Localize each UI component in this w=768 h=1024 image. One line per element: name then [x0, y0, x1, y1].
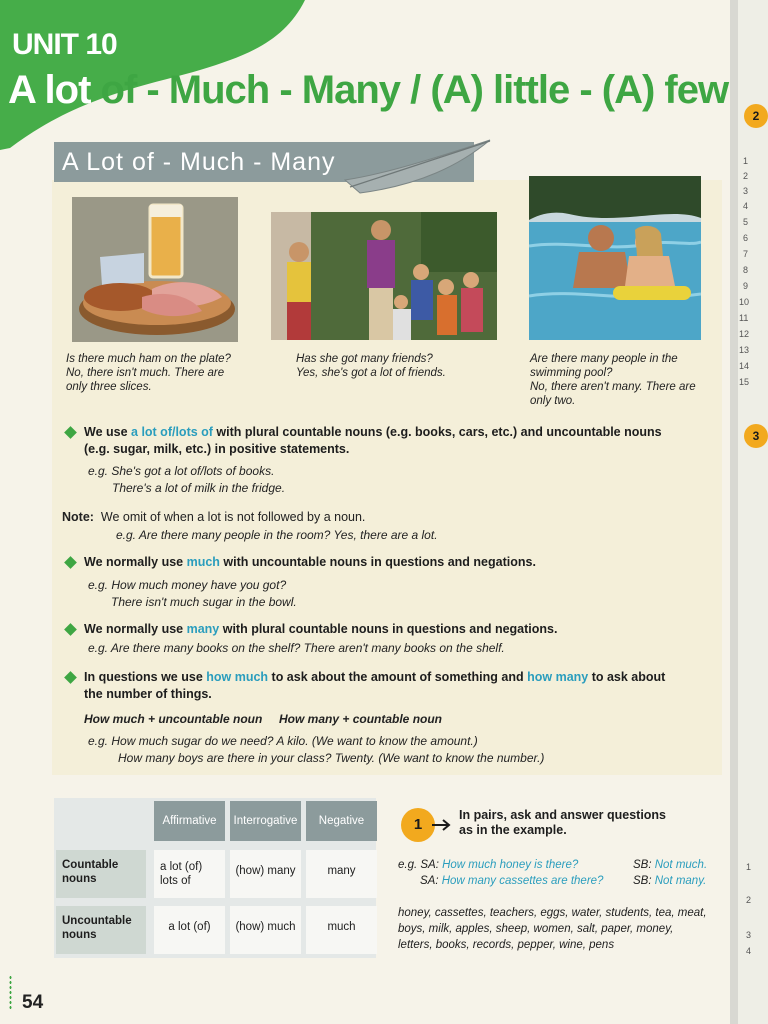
rule-much — [84, 554, 536, 571]
next-page-exercise-badge: 2 — [744, 104, 768, 128]
rule-text: to ask about the amount of something and — [268, 670, 528, 684]
list-item: 3 — [746, 930, 752, 940]
dialog-line-1 — [398, 857, 578, 874]
rule-text: with uncountable nouns in questions and negations. — [219, 555, 536, 569]
dialog-answer-1 — [633, 857, 707, 874]
caption-line: Yes, she's got a lot of friends. — [296, 367, 446, 379]
table-row-label-uncountable: Uncountable nouns — [56, 906, 146, 954]
note-text: We omit of when a lot is not followed by a noun. — [100, 510, 366, 524]
note-label: Note: — [62, 510, 94, 524]
rule-text: In questions we use — [84, 670, 207, 684]
table-cell: (how) many — [230, 850, 301, 898]
example-line: e.g. How much money have you got? — [88, 578, 287, 592]
photo-swimming-pool — [529, 176, 701, 340]
rule-text: with plural countable nouns in questions and negations. — [219, 622, 558, 636]
example-line: There's a lot of milk in the fridge. — [112, 481, 286, 495]
rule-text: We normally use — [84, 622, 187, 636]
list-item: 7 — [743, 249, 749, 259]
unit-label: UNIT 10 — [12, 28, 117, 61]
rule-highlight: a lot of/lots of — [131, 425, 213, 439]
list-item: 2 — [746, 895, 752, 905]
caption-line: No, there isn't much. There are — [66, 367, 225, 379]
list-item: 13 — [739, 345, 750, 355]
exercise-word-list: honey, cassettes, teachers, eggs, water, students, tea, meat, boys, milk, apples, sheep, women, salt, paper, money, letters, books, records, pepper, wine, pens — [398, 907, 707, 951]
formula: How much + uncountable noun How many + countable noun — [84, 712, 443, 726]
rule-highlight: how many — [527, 670, 589, 684]
rule-many — [84, 621, 557, 638]
dialog-answer: Not many. — [654, 875, 707, 887]
photo-family-friends — [271, 212, 497, 340]
arrow-icon — [432, 818, 454, 832]
list-item: 14 — [739, 361, 750, 371]
section-title: A Lot of - Much - Many — [62, 148, 336, 176]
rule-text: with plural countable nouns (e.g. books, cars, etc.) and uncountable nouns — [212, 425, 662, 439]
list-item: 1 — [746, 862, 752, 872]
rule-a-lot-of-line2: (e.g. sugar, milk, etc.) in positive statements. — [84, 442, 350, 456]
table-cell: a lot (of) lots of — [154, 850, 225, 898]
note-example: e.g. Are there many people in the room? Yes, there are a lot. — [116, 528, 438, 542]
table-cell: much — [306, 906, 377, 954]
example-line: There isn't much sugar in the bowl. — [111, 595, 297, 609]
dialog-question: How many cassettes are there? — [441, 875, 604, 887]
unit-title-green: of - Much - Many / (A) little - (A) few — [90, 68, 729, 112]
caption-line: No, there aren't many. There are — [530, 381, 696, 393]
list-item: 1 — [743, 156, 749, 166]
caption-friends — [296, 352, 446, 380]
instruction-line: as in the example. — [459, 823, 567, 837]
unit-title — [8, 68, 728, 113]
caption-line: Are there many people in the — [530, 353, 678, 365]
example-line: How many boys are there in your class? Twenty. (We want to know the number.) — [118, 751, 545, 765]
note — [62, 509, 365, 526]
next-page-exercise-badge: 3 — [744, 424, 768, 448]
list-item: 8 — [743, 265, 749, 275]
list-item: 11 — [739, 313, 749, 323]
table-row-label-countable: Countable nouns — [56, 850, 146, 898]
list-item: 10 — [739, 297, 750, 307]
list-item: 15 — [739, 377, 750, 387]
dialog-answer: Not much. — [654, 859, 708, 871]
dotted-margin-decoration — [9, 975, 12, 1011]
quill-icon — [340, 135, 500, 205]
photo-ham-plate — [72, 197, 238, 342]
example-line: e.g. Are there many books on the shelf? There aren't many books on the shelf. — [88, 641, 505, 655]
list-item: 4 — [746, 946, 752, 956]
dialog-question: How much honey is there? — [442, 859, 579, 871]
example-line: e.g. How much sugar do we need? A kilo. (We want to know the amount.) — [88, 734, 478, 748]
speaker-label: SB: — [633, 859, 655, 871]
rule-text: We use — [84, 425, 132, 439]
instruction-line: In pairs, ask and answer questions — [459, 808, 667, 822]
speaker-label: e.g. SA: — [398, 859, 443, 871]
list-item: 3 — [743, 186, 749, 196]
speaker-label: SB: — [633, 875, 655, 887]
table-header-negative: Negative — [306, 801, 377, 841]
rule-a-lot-of — [84, 424, 724, 441]
rule-text: We normally use — [84, 555, 187, 569]
caption-ham — [66, 352, 231, 394]
list-item: 12 — [739, 329, 750, 339]
caption-line: Is there much ham on the plate? — [66, 353, 231, 365]
caption-line: only three slices. — [66, 381, 152, 393]
dialog-answer-2 — [633, 873, 706, 890]
unit-title-white: A lot — [8, 68, 91, 112]
rule-text: to ask about — [588, 670, 666, 684]
caption-pool — [530, 352, 696, 408]
table-header-affirmative: Affirmative — [154, 801, 225, 841]
rule-highlight: many — [186, 622, 220, 636]
list-item: 2 — [743, 171, 749, 181]
speaker-label: SA: — [420, 875, 442, 887]
dialog-line-2 — [420, 873, 603, 890]
exercise-number-badge: 1 — [401, 808, 435, 842]
table-cell: many — [306, 850, 377, 898]
list-item: 9 — [743, 281, 749, 291]
example-line: e.g. She's got a lot of/lots of books. — [88, 464, 275, 478]
rule-how-much-many — [84, 669, 724, 686]
list-item: 6 — [743, 233, 749, 243]
caption-line: Has she got many friends? — [296, 353, 433, 365]
rule-highlight: how much — [206, 670, 269, 684]
list-item: 4 — [743, 201, 749, 211]
exercise-instruction — [459, 808, 666, 838]
rule-how-much-many-line2: the number of things. — [84, 687, 212, 701]
caption-line: swimming pool? — [530, 367, 613, 379]
table-cell: (how) much — [230, 906, 301, 954]
list-item: 5 — [743, 217, 749, 227]
page-number: 54 — [22, 992, 44, 1013]
rule-highlight: much — [186, 555, 220, 569]
caption-line: only two. — [530, 395, 576, 407]
table-cell: a lot (of) — [154, 906, 225, 954]
table-header-interrogative: Interrogative — [230, 801, 301, 841]
